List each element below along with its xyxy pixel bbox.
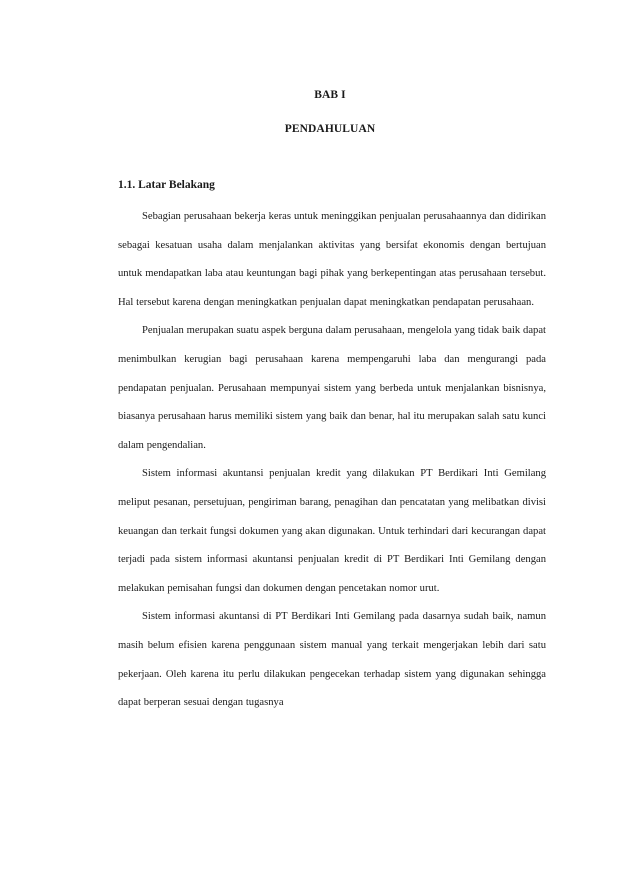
body-text (118, 203, 546, 718)
section-heading: 1.1. Latar Belakang (118, 179, 215, 191)
chapter-title: PENDAHULUAN (284, 123, 376, 135)
chapter-number: BAB I (314, 89, 346, 101)
paragraph-2: Penjualan merupakan suatu aspek berguna dalam perusahaan, mengelola yang tidak baik dapat menimbulkan kerugian bagi perusahaan karena mempengaruhi laba dan mengurangi pada pendapatan penjualan. Perusahaan mempunyai sistem yang berbeda untuk menjalankan bisnisnya, biasanya perusahaan harus memiliki sistem yang baik dan benar, hal itu merupakan salah satu kunci dalam pengendalian. (118, 325, 546, 451)
paragraph-3: Sistem informasi akuntansi penjualan kredit yang dilakukan PT Berdikari Inti Gemilang meliput pesanan, persetujuan, pengiriman barang, penagihan dan pencatatan yang melibatkan divisi keuangan dan terkait fungsi dokumen yang akan digunakan. Untuk terhindari dari kecurangan dapat terjadi pada sistem informasi akuntansi penjualan kredit di PT Berdikari Inti Gemilang dengan melakukan pemisahan fungsi dan dokumen dengan pencetakan nomor urut. (118, 468, 546, 594)
paragraph-4: Sistem informasi akuntansi di PT Berdikari Inti Gemilang pada dasarnya sudah baik, namun masih belum efisien karena penggunaan sistem manual yang terkait mengerjakan lebih dari satu pekerjaan. Oleh karena itu perlu dilakukan pengecekan terhadap sistem yang digunakan sehingga dapat berperan sesuai dengan tugasnya (118, 611, 546, 709)
paragraph-1: Sebagian perusahaan bekerja keras untuk meninggikan penjualan perusahaannya dan didirikan sebagai kesatuan usaha dalam menjalankan aktivitas yang bersifat ekonomis dengan bertujuan untuk mendapatkan laba atau keuntungan bagi pihak yang berkepentingan atas perusahaan tersebut. Hal tersebut karena dengan meningkatkan penjualan dapat meningkatkan pendapatan perusahaan. (118, 211, 546, 308)
